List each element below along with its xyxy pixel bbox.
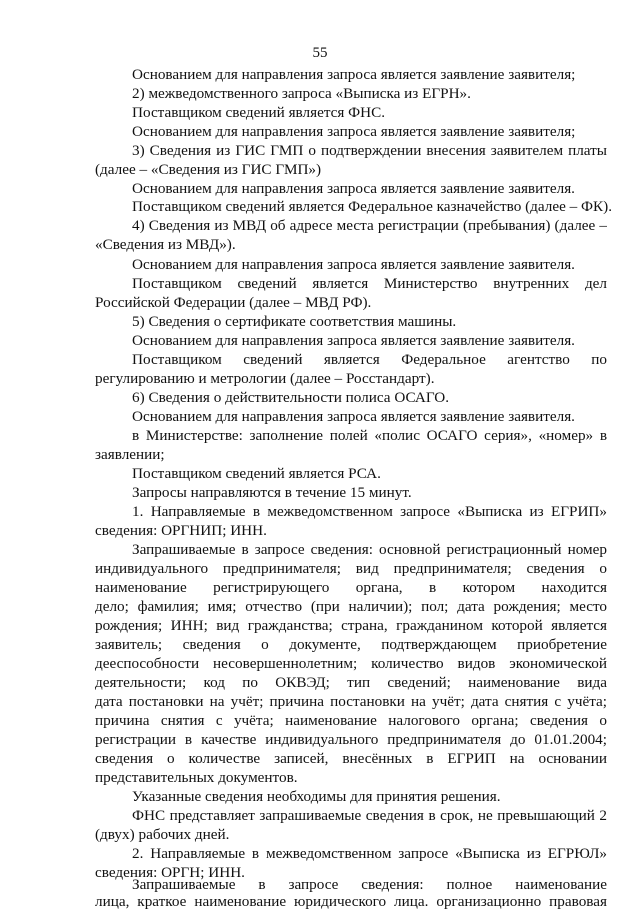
- text-line: регулированию и метрологии (далее – Росстандарт).: [95, 370, 435, 387]
- text-line: Основанием для направления запроса является заявление заявителя.: [132, 256, 575, 273]
- text-line: 6) Сведения о действительности полиса ОСАГО.: [132, 389, 450, 406]
- text-line: причина снятия с учёта; наименование налогового органа; сведения о: [95, 712, 607, 729]
- text-line: лица, краткое наименование юридического лица. организационно правовая: [95, 893, 607, 910]
- text-line: Российской Федерации (далее – МВД РФ).: [95, 294, 372, 311]
- text-line: дело; фамилия; имя; отчество (при наличии); пол; дата рождения; место: [95, 598, 607, 615]
- text-line: рождения; ИНН; вид гражданства; страна, гражданином которой является: [95, 617, 607, 634]
- text-line: сведения: ОРГН; ИНН.: [95, 864, 245, 881]
- text-line: (далее – «Сведения из ГИС ГМП»): [95, 161, 322, 178]
- text-line: Запрашиваемые в запросе сведения: основной регистрационный номер: [132, 541, 607, 558]
- text-line: сведения: ОРГНИП; ИНН.: [95, 522, 267, 539]
- text-line: Основанием для направления запроса является заявление заявителя;: [132, 123, 576, 140]
- text-line: Основанием для направления запроса является заявление заявителя.: [132, 332, 575, 349]
- text-line: сведения о количестве записей, внесённых в ЕГРИП на основании: [95, 750, 607, 767]
- text-line: деятельности; код по ОКВЭД; тип сведений; наименование вида: [95, 674, 607, 691]
- text-line: Поставщиком сведений является Федеральное агентство по: [132, 351, 607, 368]
- text-line: 2. Направляемые в межведомственном запросе «Выписка из ЕГРЮЛ»: [132, 845, 607, 862]
- text-line: в Министерстве: заполнение полей «полис ОСАГО серия», «номер» в: [132, 427, 607, 444]
- text-line: дата постановки на учёт; причина постановки на учёт; дата снятия с учёта;: [95, 693, 607, 710]
- text-line: Поставщиком сведений является Министерство внутренних дел: [132, 275, 607, 292]
- text-line: Основанием для направления запроса является заявление заявителя.: [132, 408, 575, 425]
- text-line: 2) межведомственного запроса «Выписка из ЕГРН».: [132, 85, 471, 102]
- text-line: Запросы направляются в течение 15 минут.: [132, 484, 412, 501]
- text-line: ФНС представляет запрашиваемые сведения в срок, не превышающий 2: [132, 807, 607, 824]
- text-line: Поставщиком сведений является РСА.: [132, 465, 381, 482]
- text-line: регистрации в качестве индивидуального предпринимателя до 01.01.2004;: [95, 731, 607, 748]
- text-line: Указанные сведения необходимы для принятия решения.: [132, 788, 501, 805]
- text-line: 4) Сведения из МВД об адресе места регистрации (пребывания) (далее –: [132, 217, 607, 234]
- text-line: Поставщиком сведений является ФНС.: [132, 104, 386, 121]
- text-line: индивидуального предпринимателя; вид предпринимателя; сведения о: [95, 560, 607, 577]
- text-line: 3) Сведения из ГИС ГМП о подтверждении внесения заявителем платы: [132, 142, 607, 159]
- text-line: «Сведения из МВД»).: [95, 236, 236, 253]
- text-line: 1. Направляемые в межведомственном запросе «Выписка из ЕГРИП»: [132, 503, 607, 520]
- text-line: заявитель; сведения о документе, подтверждающем приобретение: [95, 636, 607, 653]
- text-line: (двух) рабочих дней.: [95, 826, 230, 843]
- text-line: Основанием для направления запроса является заявление заявителя.: [132, 180, 575, 197]
- text-line: представительных документов.: [95, 769, 298, 786]
- text-line: заявлении;: [95, 446, 165, 463]
- page-number: 55: [312, 45, 328, 61]
- text-line: наименование регистрирующего органа, в котором находится: [95, 579, 607, 596]
- text-line: Основанием для направления запроса является заявление заявителя;: [132, 66, 576, 83]
- text-line: Поставщиком сведений является Федеральное казначейство (далее – ФК).: [132, 198, 612, 215]
- text-line: 5) Сведения о сертификате соответствия машины.: [132, 313, 457, 330]
- text-line: Запрашиваемые в запросе сведения: полное наименование: [132, 876, 607, 893]
- text-line: дееспособности несовершеннолетним; количество видов экономической: [95, 655, 607, 672]
